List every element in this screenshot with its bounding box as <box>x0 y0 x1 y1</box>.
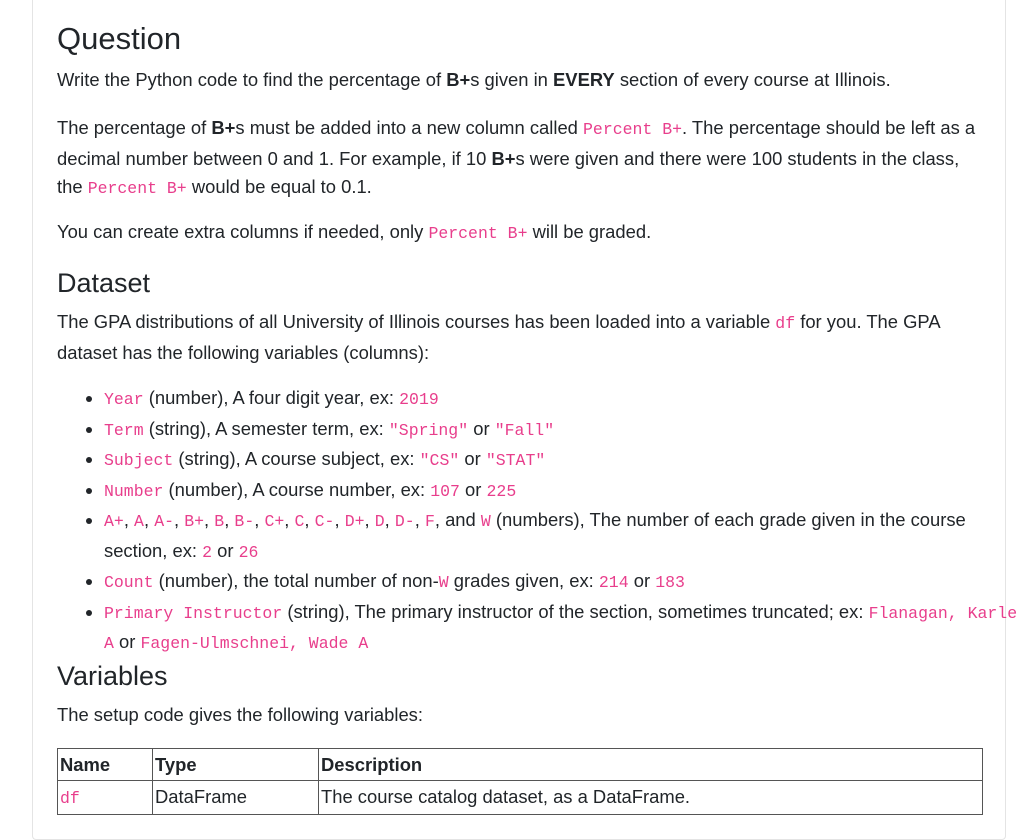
code-example: "STAT" <box>485 451 546 470</box>
text: or <box>459 448 486 469</box>
code-grade: A <box>134 512 144 531</box>
text: s must be added into a new column called <box>235 117 584 138</box>
code-grade: C- <box>314 512 335 531</box>
dataset-heading: Dataset <box>57 268 151 298</box>
code-example: Flanagan, Karle A <box>104 603 1018 653</box>
code-grade: B+ <box>184 512 205 531</box>
code-example: "Spring" <box>388 420 469 440</box>
code-example: Fagen-Ulmschnei, Wade A <box>140 634 369 653</box>
code-grade: D- <box>394 512 415 531</box>
text: The GPA distributions of all University of Illinois courses has been loaded into a variable <box>57 311 776 332</box>
bold-text: B+ <box>211 117 236 138</box>
code-grade: B- <box>234 512 255 531</box>
code-example: 225 <box>486 481 517 501</box>
bold-text: EVERY <box>553 69 615 90</box>
code-grade: W <box>438 573 449 592</box>
text: or <box>628 570 656 591</box>
question-p1 <box>57 66 987 95</box>
bold-text: B+ <box>491 147 516 169</box>
code-example: "Fall" <box>494 420 555 440</box>
code-column-name: Primary Instructor <box>104 603 283 623</box>
text: , and <box>434 509 481 530</box>
list-item-instructor <box>104 598 1024 659</box>
variables-table <box>57 748 983 815</box>
code-percent-b: Percent B+ <box>428 224 528 243</box>
code-example: 26 <box>238 542 259 562</box>
column-header-name: Name <box>58 749 153 781</box>
question-heading: Question <box>57 21 182 56</box>
code-grade: C <box>294 512 305 531</box>
bold-text: B+ <box>446 69 471 90</box>
column-header-type: Type <box>153 749 319 781</box>
question-p3 <box>57 218 987 249</box>
table-row <box>58 781 983 815</box>
code-grade: D <box>374 512 385 531</box>
code-column-name: Number <box>104 481 164 501</box>
code-column-name: Term <box>104 420 144 440</box>
code-column-name: Count <box>104 573 154 592</box>
text: s were given and there were 100 students in the class, the <box>57 147 960 197</box>
column-header-description: Description <box>319 749 983 781</box>
text: (number), A course number, ex: <box>163 478 431 500</box>
text: section of every course at Illinois. <box>614 69 891 90</box>
text: (number), A four digit year, ex: <box>143 387 400 408</box>
list-item-term <box>104 415 1024 446</box>
code-example: 2019 <box>399 390 439 409</box>
code-grade: A+ <box>104 512 124 531</box>
dataset-intro <box>57 308 987 367</box>
text: (string), A course subject, ex: <box>173 448 420 469</box>
code-percent-b: Percent B+ <box>583 120 683 139</box>
code-df: df <box>60 789 80 808</box>
code-example: 107 <box>430 481 460 501</box>
variables-intro: The setup code gives the following variables: <box>57 704 423 725</box>
code-grade: C+ <box>264 512 285 531</box>
text: . The percentage should be left as a decimal number between 0 and 1. For example, if 10 <box>57 117 976 169</box>
dataset-variable-list <box>57 384 1024 659</box>
list-item-year <box>104 384 1024 415</box>
list-item-number <box>104 476 1024 507</box>
code-grade: B <box>214 512 225 531</box>
list-item-count <box>104 567 1024 598</box>
code-df: df <box>775 314 796 333</box>
text: You can create extra columns if needed, only <box>57 221 429 242</box>
cell-type: DataFrame <box>153 781 319 815</box>
code-example: 2 <box>202 542 213 562</box>
question-p2 <box>57 114 983 204</box>
list-item-grades: • A+, A, A-, B+, B, B-, C+, C, C-, D+, D, D-, F, and W (numbers), The number of each grade given in the course section, ex: 2 or 26 <box>104 506 1024 567</box>
text: would be equal to 0.1. <box>186 176 372 197</box>
text: The percentage of <box>57 117 212 138</box>
text: grades given, ex: <box>448 570 599 591</box>
text: will be graded. <box>527 221 652 242</box>
text: (string), The primary instructor of the section, sometimes truncated; ex: <box>282 600 869 622</box>
code-grade: F <box>424 512 435 531</box>
text: (string), A semester term, ex: <box>143 417 389 439</box>
text: (numbers), The number of each grade given in the course section, ex: <box>104 509 966 561</box>
text: or <box>212 539 239 561</box>
code-column-name: Subject <box>104 451 174 470</box>
variables-heading: Variables <box>57 661 168 691</box>
text: Write the Python code to find the percentage of <box>57 69 447 90</box>
list-item-subject <box>104 445 1024 476</box>
code-grade: W <box>480 512 491 531</box>
code-grade: D+ <box>344 512 365 531</box>
code-example: "CS" <box>419 451 460 470</box>
text: s given in <box>470 69 554 90</box>
text: or <box>113 631 141 652</box>
text: or <box>459 478 487 500</box>
code-example: 214 <box>598 573 629 592</box>
text: or <box>468 417 495 439</box>
code-grade: A- <box>154 512 174 531</box>
text: (number), the total number of non- <box>153 570 439 591</box>
cell-name <box>58 781 153 815</box>
text: for you. The GPA dataset has the following variables (columns): <box>57 311 940 363</box>
table-header-row <box>58 749 983 781</box>
code-percent-b: Percent B+ <box>87 179 187 198</box>
code-column-name: Year <box>104 390 144 409</box>
cell-description: The course catalog dataset, as a DataFrame. <box>319 781 983 815</box>
code-example: 183 <box>655 573 685 592</box>
